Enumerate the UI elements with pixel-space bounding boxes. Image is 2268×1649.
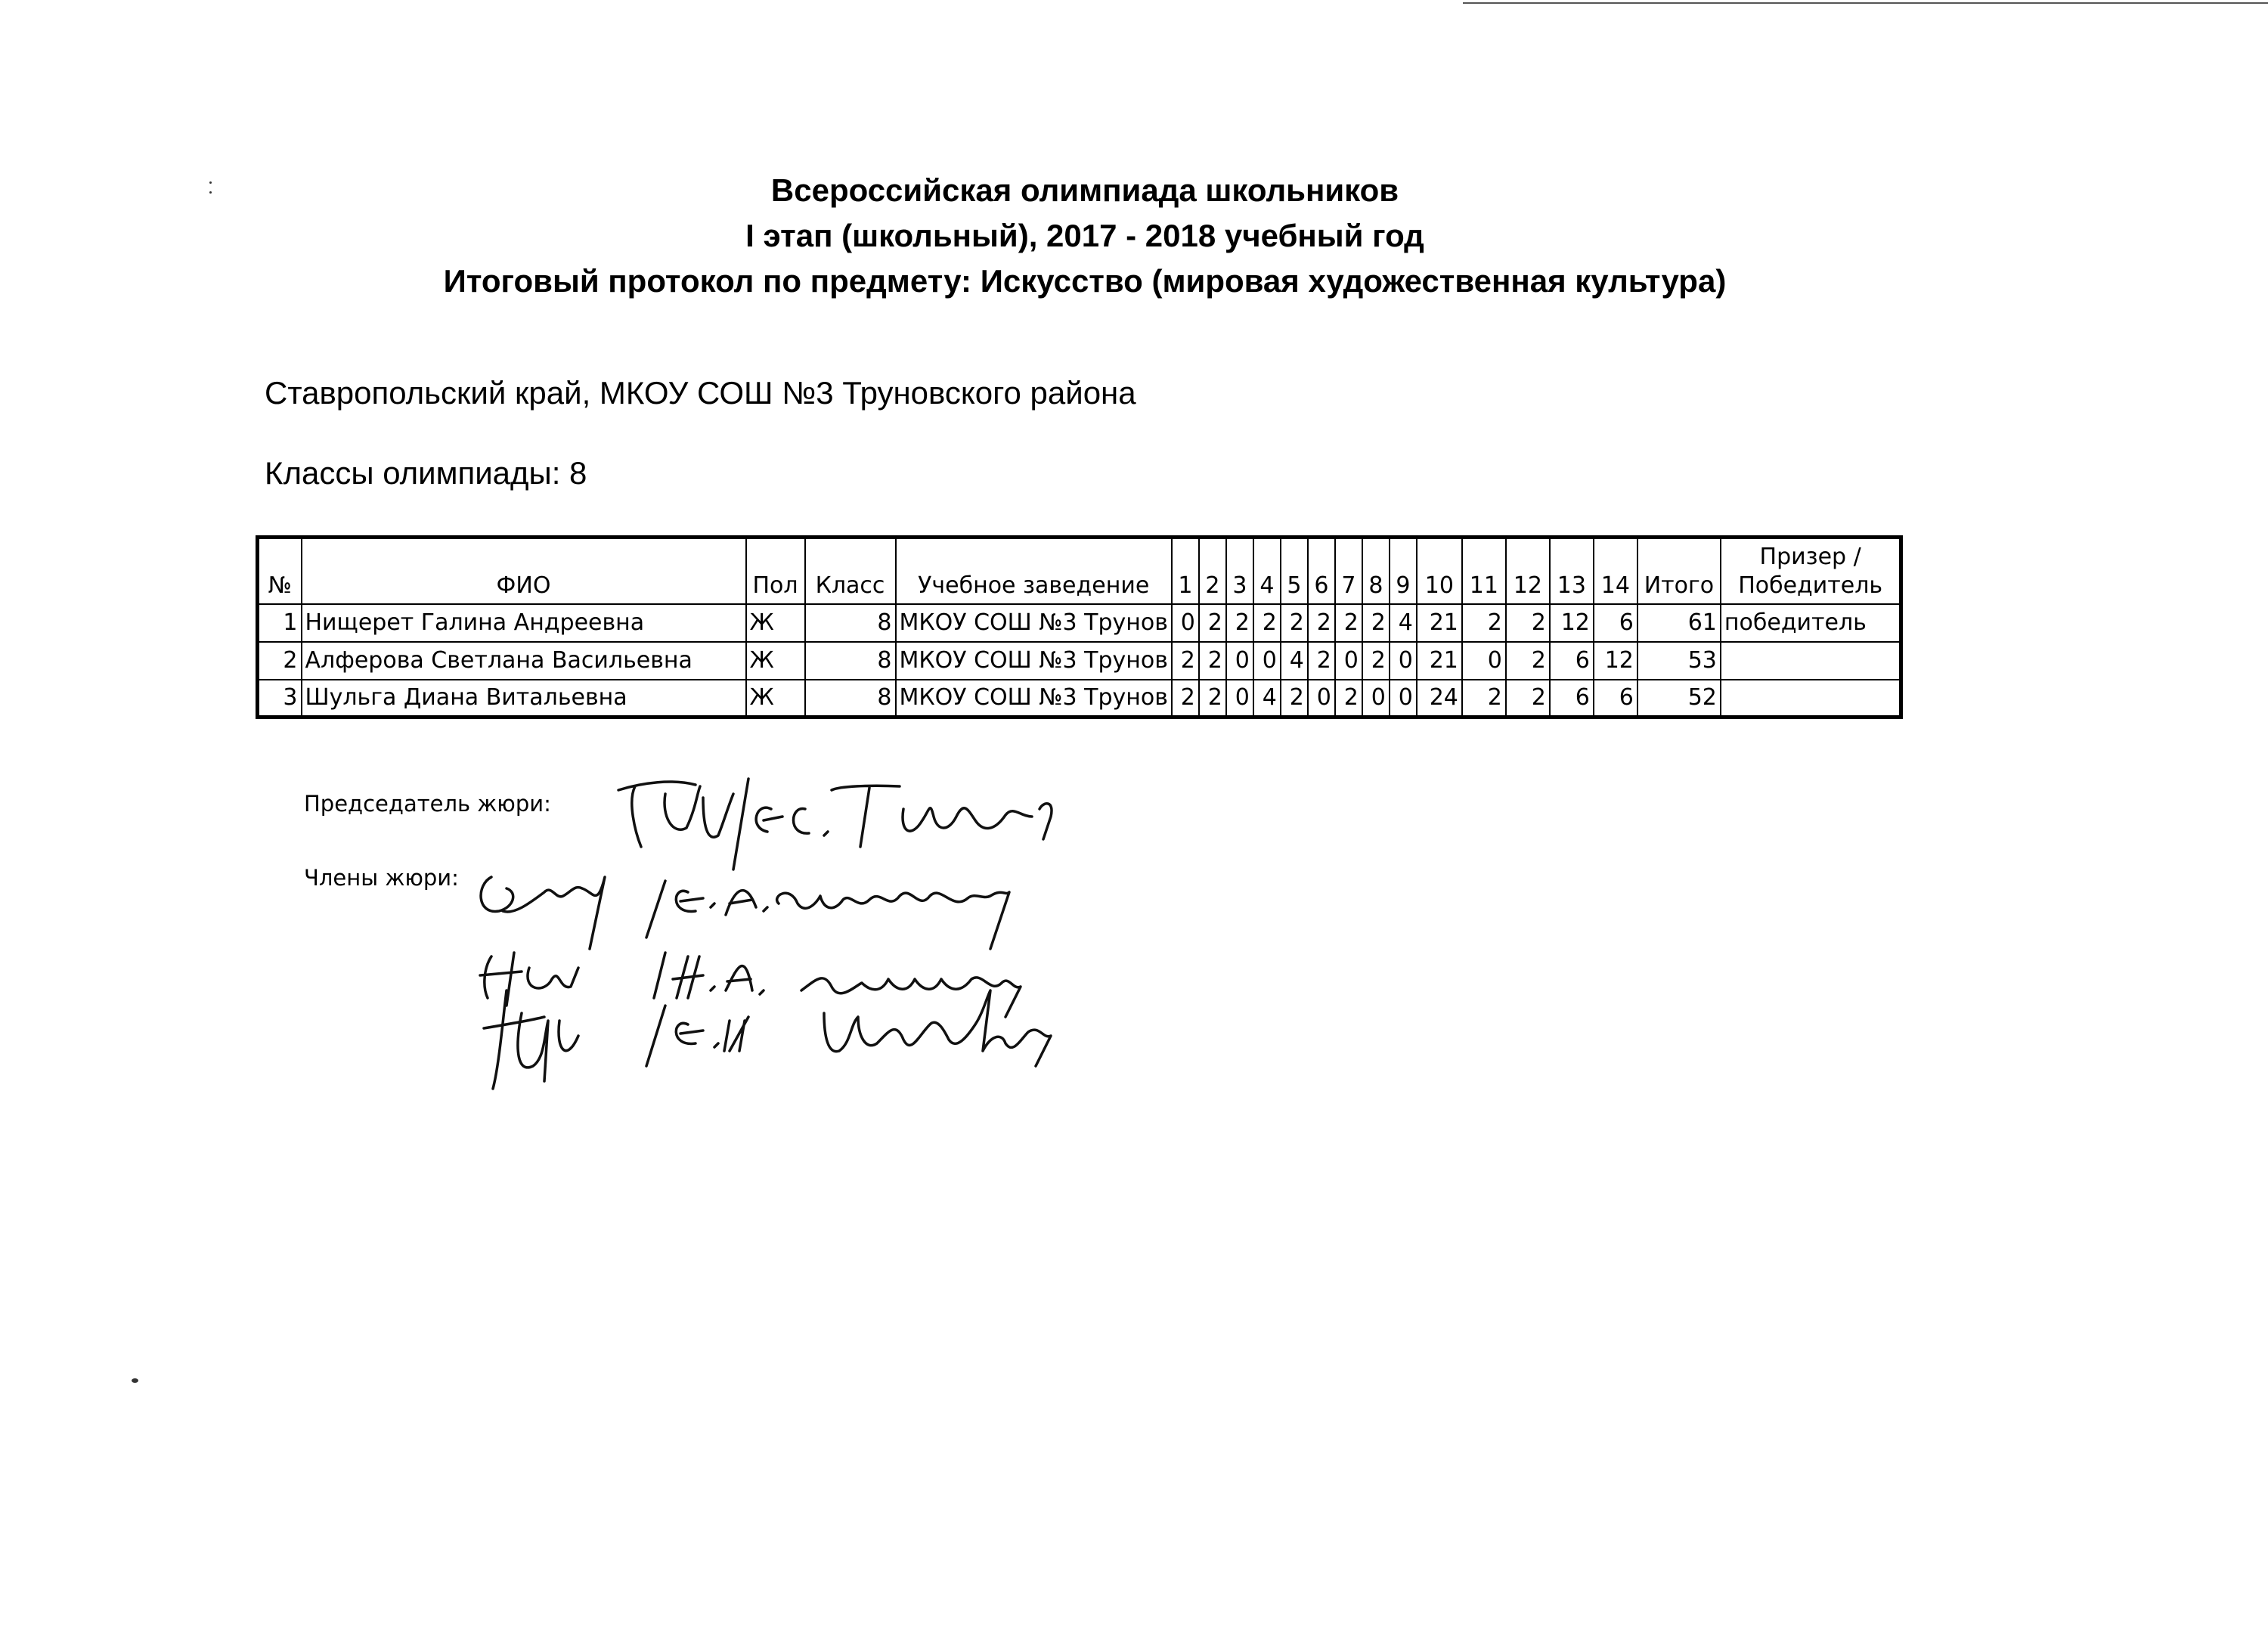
cell-score: 2 (1199, 604, 1226, 642)
col-header-task: 6 (1308, 538, 1335, 604)
cell-score: 2 (1253, 604, 1281, 642)
col-header-task: 12 (1506, 538, 1550, 604)
cell-score: 2 (1308, 604, 1335, 642)
table-row (258, 604, 1901, 642)
col-header-grade: Класс (805, 538, 896, 604)
col-header-fio: ФИО (302, 538, 746, 604)
table-row (258, 642, 1901, 680)
cell-score: 4 (1253, 680, 1281, 718)
col-header-task: 9 (1390, 538, 1417, 604)
member-signature-1 (481, 877, 1009, 949)
cell-total: 53 (1637, 642, 1721, 680)
cell-score: 4 (1281, 642, 1308, 680)
cell-score: 6 (1550, 642, 1594, 680)
col-header-task: 11 (1462, 538, 1506, 604)
cell-prize (1721, 642, 1901, 680)
cell-sex: Ж (746, 642, 805, 680)
document-title (0, 168, 2170, 304)
cell-score: 24 (1417, 680, 1462, 718)
cell-score: 2 (1308, 642, 1335, 680)
chair-signature (618, 779, 1052, 869)
cell-score: 2 (1335, 604, 1362, 642)
col-header-task: 1 (1172, 538, 1199, 604)
cell-score: 0 (1253, 642, 1281, 680)
cell-score: 0 (1308, 680, 1335, 718)
cell-score: 21 (1417, 604, 1462, 642)
cell-score: 0 (1390, 680, 1417, 718)
cell-score: 0 (1462, 642, 1506, 680)
cell-score: 2 (1362, 604, 1390, 642)
cell-num: 3 (258, 680, 302, 718)
scan-speck (132, 1378, 138, 1383)
col-header-total: Итого (1637, 538, 1721, 604)
cell-grade: 8 (805, 642, 896, 680)
col-header-task: 3 (1226, 538, 1253, 604)
cell-fio: Нищерет Галина Андреевна (302, 604, 746, 642)
cell-score: 2 (1462, 680, 1506, 718)
col-header-prize-line2: Победитель (1738, 572, 1883, 599)
classes-line: Классы олимпиады: 8 (265, 455, 587, 491)
cell-score: 12 (1550, 604, 1594, 642)
cell-score: 2 (1506, 642, 1550, 680)
cell-score: 0 (1172, 604, 1199, 642)
cell-score: 2 (1281, 604, 1308, 642)
cell-grade: 8 (805, 604, 896, 642)
member-signature-3 (484, 990, 1051, 1089)
cell-score: 0 (1335, 642, 1362, 680)
cell-num: 1 (258, 604, 302, 642)
col-header-task: 4 (1253, 538, 1281, 604)
handwritten-signatures (446, 764, 1247, 1111)
cell-score: 6 (1594, 604, 1637, 642)
cell-score: 2 (1226, 604, 1253, 642)
cell-score: 0 (1362, 680, 1390, 718)
jury-members-label: Члены жюри: (304, 865, 459, 891)
col-header-task: 8 (1362, 538, 1390, 604)
cell-score: 2 (1362, 642, 1390, 680)
col-header-task: 7 (1335, 538, 1362, 604)
jury-chair-label: Председатель жюри: (304, 791, 551, 817)
cell-score: 2 (1199, 680, 1226, 718)
title-line-1: Всероссийская олимпиада школьников (770, 172, 1399, 208)
col-header-task: 13 (1550, 538, 1594, 604)
cell-grade: 8 (805, 680, 896, 718)
results-table (256, 535, 1903, 719)
cell-school: МКОУ СОШ №3 Трунов (896, 604, 1172, 642)
cell-total: 52 (1637, 680, 1721, 718)
cell-score: 12 (1594, 642, 1637, 680)
col-header-prize (1721, 538, 1901, 604)
col-header-prize-line1: Призер / (1759, 543, 1861, 570)
col-header-task: 2 (1199, 538, 1226, 604)
cell-school: МКОУ СОШ №3 Трунов (896, 642, 1172, 680)
cell-score: 6 (1594, 680, 1637, 718)
cell-school: МКОУ СОШ №3 Трунов (896, 680, 1172, 718)
cell-score: 2 (1172, 680, 1199, 718)
col-header-sex: Пол (746, 538, 805, 604)
table-header-row (258, 538, 1901, 604)
cell-score: 0 (1390, 642, 1417, 680)
member-signature-2 (480, 953, 1021, 1017)
cell-score: 21 (1417, 642, 1462, 680)
cell-score: 2 (1506, 680, 1550, 718)
col-header-task: 10 (1417, 538, 1462, 604)
cell-fio: Шульга Диана Витальевна (302, 680, 746, 718)
table-row (258, 680, 1901, 718)
cell-score: 0 (1226, 680, 1253, 718)
cell-num: 2 (258, 642, 302, 680)
col-header-task: 14 (1594, 538, 1637, 604)
title-line-3: Итоговый протокол по предмету: Искусство (мировая художественная культура) (443, 263, 1727, 299)
cell-score: 2 (1462, 604, 1506, 642)
cell-score: 2 (1172, 642, 1199, 680)
scan-edge-line (1463, 2, 2268, 4)
cell-score: 4 (1390, 604, 1417, 642)
region-line: Ставропольский край, МКОУ СОШ №3 Труновского района (265, 375, 1136, 411)
cell-score: 6 (1550, 680, 1594, 718)
cell-prize (1721, 680, 1901, 718)
cell-score: 2 (1335, 680, 1362, 718)
cell-score: 2 (1506, 604, 1550, 642)
cell-fio: Алферова Светлана Васильевна (302, 642, 746, 680)
col-header-num: № (258, 538, 302, 604)
cell-prize: победитель (1721, 604, 1901, 642)
title-line-2: I этап (школьный), 2017 - 2018 учебный год (745, 218, 1424, 253)
cell-sex: Ж (746, 680, 805, 718)
cell-score: 2 (1199, 642, 1226, 680)
cell-score: 0 (1226, 642, 1253, 680)
col-header-task: 5 (1281, 538, 1308, 604)
cell-total: 61 (1637, 604, 1721, 642)
cell-score: 2 (1281, 680, 1308, 718)
cell-sex: Ж (746, 604, 805, 642)
col-header-school: Учебное заведение (896, 538, 1172, 604)
